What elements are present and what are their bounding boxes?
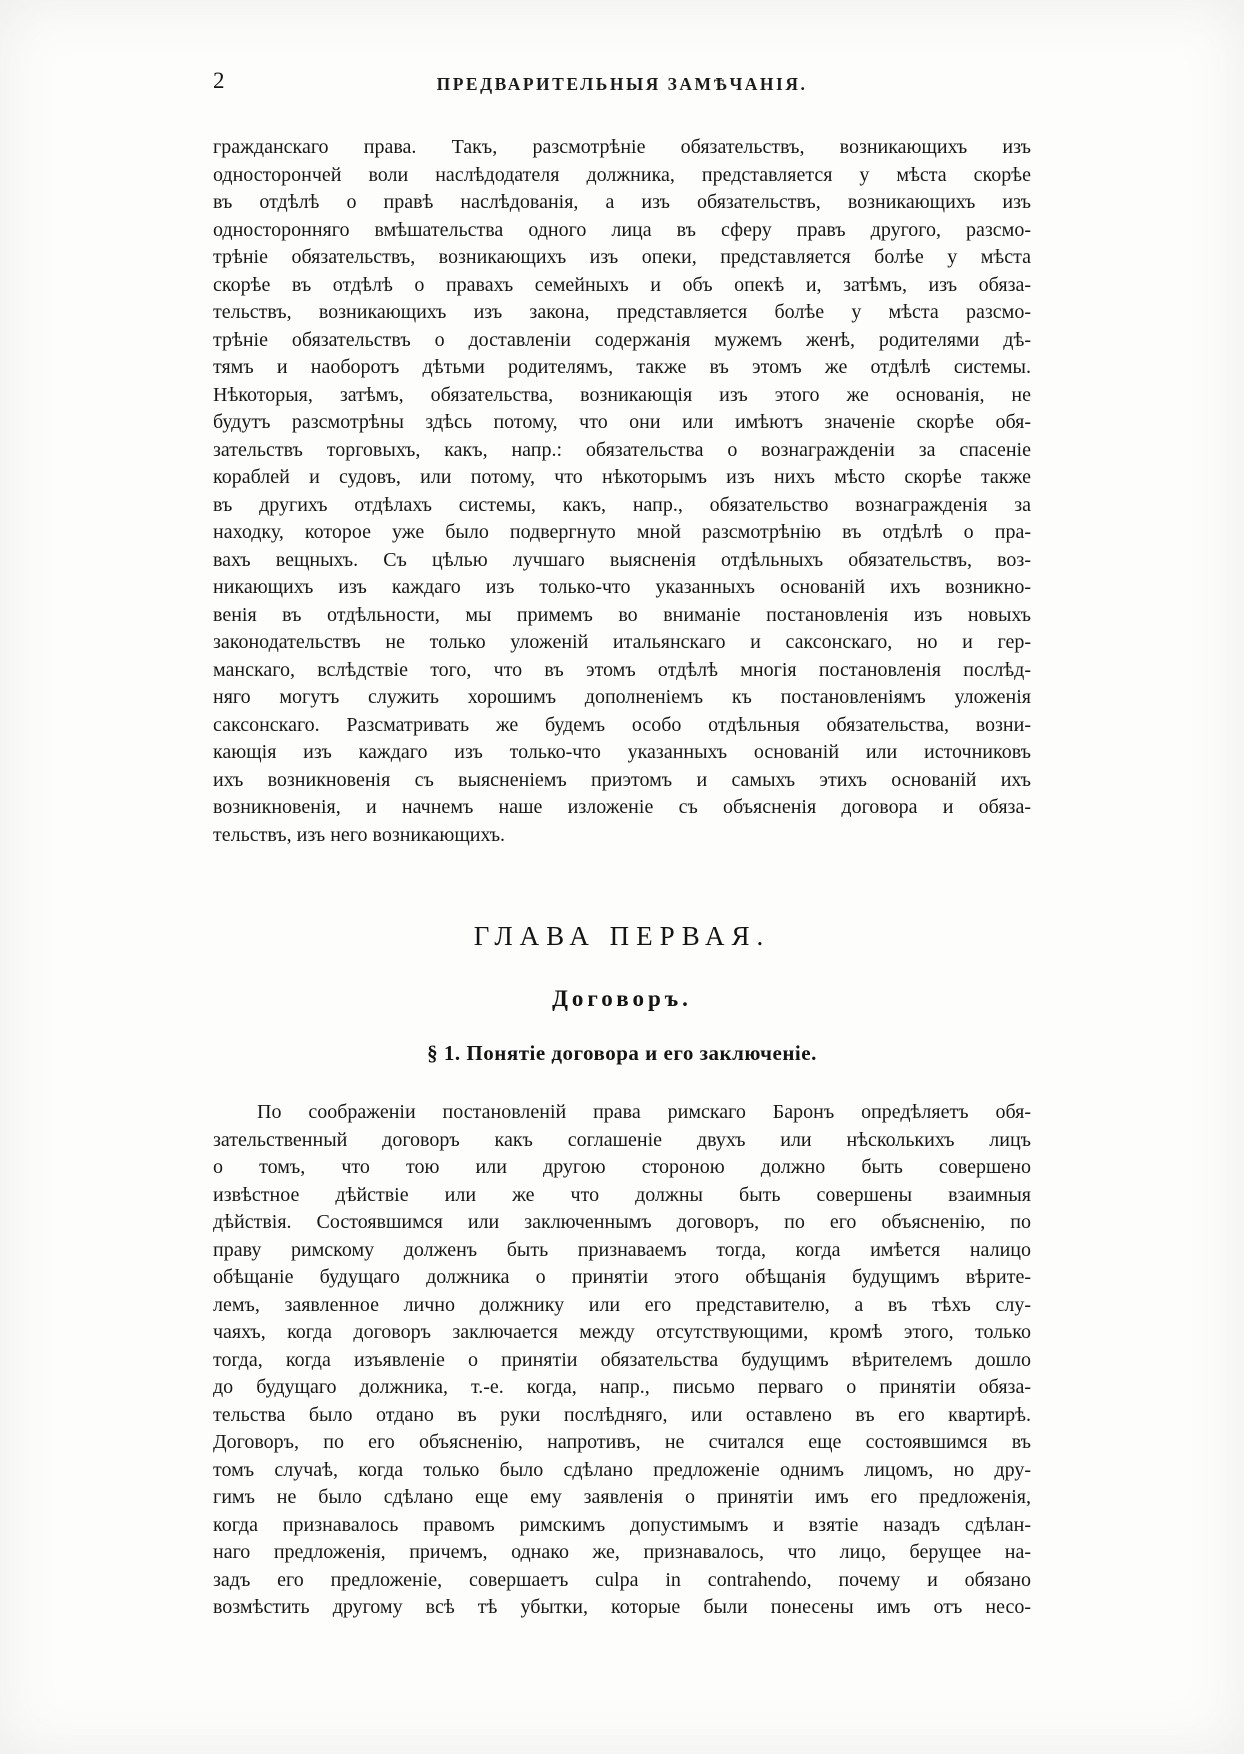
text-line: возникновенія, и начнемъ наше изложеніе съ объясненія договора и обяза- — [213, 796, 1031, 818]
text-line: кающія изъ каждаго изъ только-что указанныхъ основаній или источниковъ — [213, 741, 1031, 763]
text-line: гражданскаго права. Такъ, разсмотрѣніе обязательствъ, возникающихъ изъ — [213, 136, 1031, 158]
text-line: возмѣстить другому всѣ тѣ убытки, которые были понесены имъ отъ несо- — [213, 1596, 1031, 1618]
paragraph-section-1 — [213, 1099, 1031, 1622]
section-heading: § 1. Понятіе договора и его заключеніе. — [427, 1041, 817, 1065]
text-line: тямъ и наоборотъ дѣтьми родителямъ, также въ этомъ же отдѣлѣ системы. — [213, 356, 1031, 378]
text-line: саксонскаго. Разсматривать же будемъ особо отдѣльныя обязательства, возни- — [213, 713, 1031, 736]
text-line: тельствъ, возникающихъ изъ закона, представляется болѣе у мѣста разсмо- — [213, 301, 1031, 323]
text-line: гимъ не было сдѣлано еще ему заявленія о принятіи имъ его предложенія, — [213, 1486, 1031, 1508]
text-line: томъ случаѣ, когда только было сдѣлано предложеніе однимъ лицомъ, но дру- — [213, 1458, 1031, 1481]
text-line: зательствъ торговыхъ, какъ, напр.: обязательства о вознагражденіи за спасеніе — [213, 438, 1031, 461]
text-column — [213, 0, 1031, 1622]
text-line: до будущаго должника, т.-е. когда, напр., письмо перваго о принятіи обяза- — [213, 1376, 1031, 1398]
text-line: ихъ возникновенія съ выясненіемъ приэтомъ и самыхъ этихъ основаній ихъ — [213, 768, 1031, 791]
text-line: трѣніе обязательствъ, возникающихъ изъ опеки, представляется болѣе у мѣста — [213, 246, 1031, 268]
text-line: скорѣе въ отдѣлѣ о правахъ семейныхъ и объ опекѣ и, затѣмъ, изъ обяза- — [213, 273, 1031, 296]
text-line: наго предложенія, причемъ, однако же, признавалось, что лицо, берущее на- — [213, 1541, 1031, 1563]
text-line: По соображеніи постановленій права римскаго Баронъ опредѣляетъ обя- — [257, 1101, 1031, 1123]
text-line: венія въ отдѣльности, мы примемъ во вниманіе постановленія изъ новыхъ — [213, 603, 1031, 626]
text-line: няго могутъ служить хорошимъ дополненіемъ къ постановленіямъ уложенія — [213, 686, 1031, 708]
running-header-title: ПРЕДВАРИТЕЛЬНЫЯ ЗАМѢЧАНІЯ. — [436, 74, 808, 94]
chapter-subheading: Договоръ. — [552, 986, 692, 1011]
running-header — [213, 0, 1031, 104]
text-line: въ отдѣлѣ о правѣ наслѣдованія, а изъ обязательствъ, возникающихъ изъ — [213, 191, 1031, 213]
text-line: праву римскому долженъ быть признаваемъ тогда, когда имѣется налицо — [213, 1238, 1031, 1261]
chapter-heading: ГЛАВА ПЕРВАЯ. — [473, 921, 771, 951]
text-line: когда признавалось правомъ римскимъ допустимымъ и взятіе назадъ сдѣлан- — [213, 1513, 1031, 1536]
page-number: 2 — [213, 68, 226, 93]
text-line: въ другихъ отдѣлахъ системы, какъ, напр., обязательство вознагражденія за — [213, 493, 1031, 516]
text-line: о томъ, что тою или другою стороною должно быть совершено — [213, 1156, 1031, 1178]
text-line: односторонняго вмѣшательства одного лица въ сферу правъ другого, разсмо- — [213, 218, 1031, 241]
text-line: чаяхъ, когда договоръ заключается между отсутствующими, кромѣ этого, только — [213, 1321, 1031, 1343]
text-line: тогда, когда изъявленіе о принятіи обязательства будущимъ вѣрителемъ дошло — [213, 1348, 1031, 1371]
text-line: зательственный договоръ какъ соглашеніе двухъ или нѣсколькихъ лицъ — [213, 1128, 1031, 1151]
text-line: находку, которое уже было подвергнуто мной разсмотрѣнію въ отдѣлѣ о пра- — [213, 521, 1031, 543]
text-line: дѣйствія. Состоявшимся или заключеннымъ договоръ, по его объясненію, по — [213, 1211, 1031, 1233]
text-line: законодательствъ не только уложеній итальянскаго и саксонскаго, но и гер- — [213, 631, 1031, 653]
text-line: манскаго, вслѣдствіе того, что въ этомъ отдѣлѣ многія постановленія послѣд- — [213, 658, 1031, 681]
text-line: извѣстное дѣйствіе или же что должны быть совершены взаимныя — [213, 1183, 1031, 1206]
text-line: обѣщаніе будущаго должника о принятіи этого обѣщанія будущимъ вѣрите- — [213, 1266, 1031, 1288]
text-line: вахъ вещныхъ. Съ цѣлью лучшаго выясненія отдѣльныхъ обязательствъ, воз- — [213, 548, 1031, 571]
text-line: тельствъ, изъ него возникающихъ. — [213, 823, 506, 846]
text-line: будутъ разсмотрѣны здѣсь потому, что они или имѣютъ значеніе скорѣе обя- — [213, 411, 1031, 433]
text-line: трѣніе обязательствъ о доставленіи содержанія мужемъ женѣ, родителями дѣ- — [213, 328, 1031, 351]
text-line: тельства было отдано въ руки послѣдняго, или оставлено въ его квартирѣ. — [213, 1403, 1031, 1426]
text-line: задъ его предложеніе, совершаетъ culpa in contrahendo, почему и обязано — [213, 1568, 1031, 1591]
text-line: односторончей воли наслѣдодателя должника, представляется у мѣста скорѣе — [213, 163, 1031, 186]
text-line: Нѣкоторыя, затѣмъ, обязательства, возникающія изъ этого же основанія, не — [213, 383, 1031, 406]
text-line: лемъ, заявленное лично должнику или его представителю, а въ тѣхъ слу- — [213, 1293, 1031, 1316]
text-line: никающихъ изъ каждаго изъ только-что указанныхъ основаній ихъ возникно- — [213, 576, 1031, 598]
paragraph-continuation — [213, 134, 1031, 849]
text-line: кораблей и судовъ, или потому, что нѣкоторымъ изъ нихъ мѣсто скорѣе также — [213, 466, 1031, 488]
text-line: Договоръ, по его объясненію, напротивъ, не считался еще состоявшимся въ — [213, 1431, 1031, 1453]
